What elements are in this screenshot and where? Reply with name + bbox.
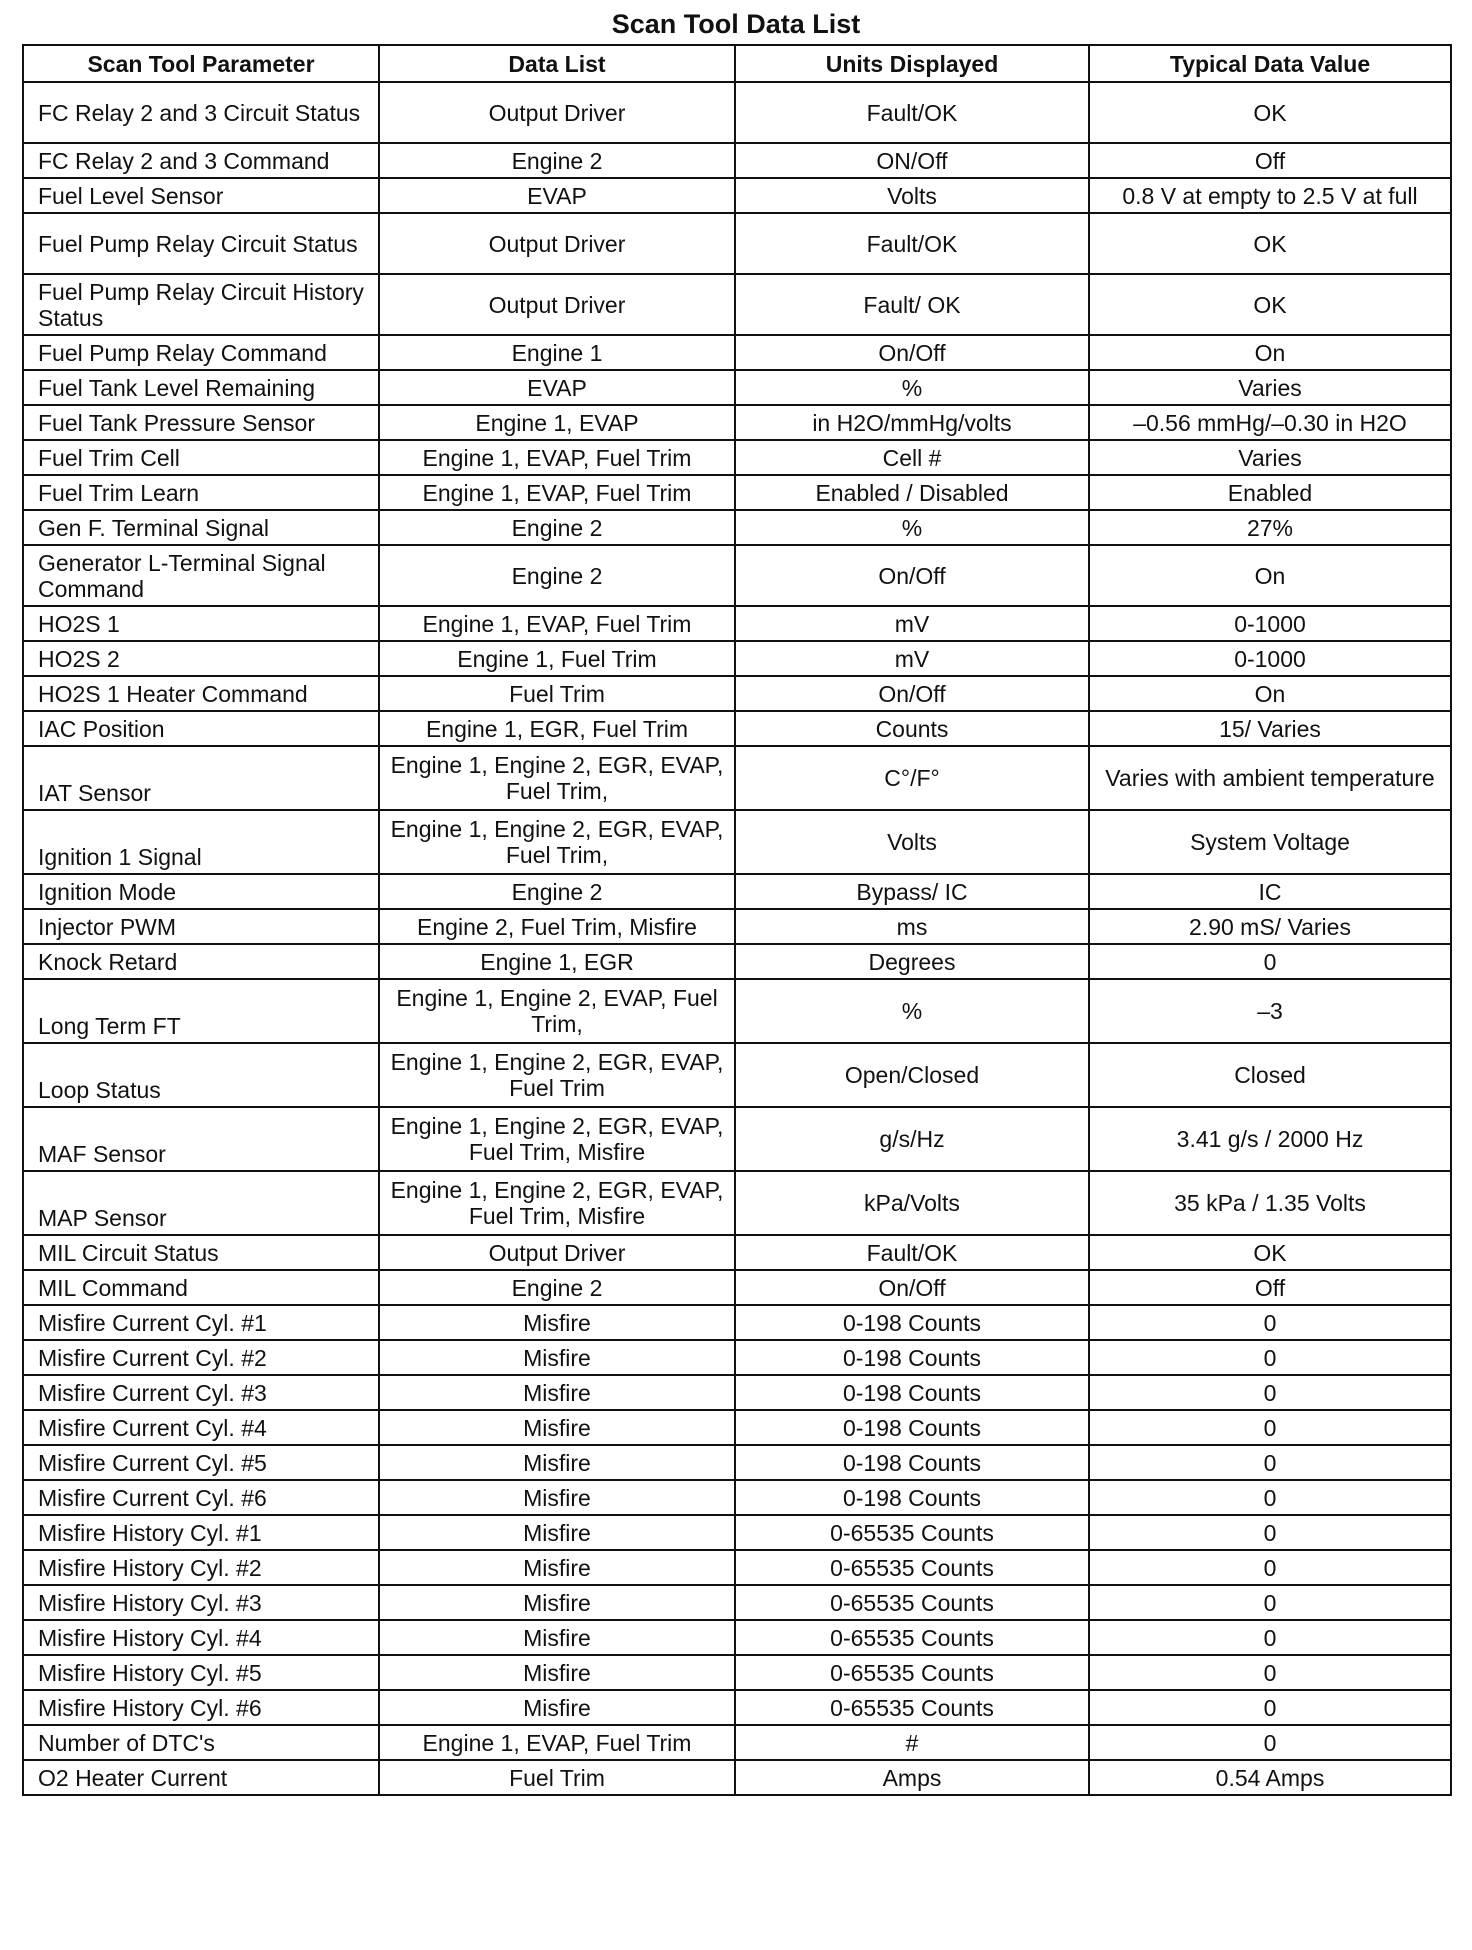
- parameter-cell: Number of DTC's: [23, 1725, 379, 1760]
- table-row: [23, 370, 1451, 405]
- typical-value-cell: 0.8 V at empty to 2.5 V at full: [1089, 178, 1451, 213]
- table-row: [23, 944, 1451, 979]
- data-list-cell: Output Driver: [379, 274, 735, 335]
- data-list-cell: Engine 2: [379, 874, 735, 909]
- parameter-cell: MIL Circuit Status: [23, 1235, 379, 1270]
- table-row: [23, 1043, 1451, 1107]
- parameter-cell: Misfire Current Cyl. #2: [23, 1340, 379, 1375]
- parameter-cell: Fuel Level Sensor: [23, 178, 379, 213]
- typical-value-cell: Off: [1089, 1270, 1451, 1305]
- units-cell: Cell #: [735, 440, 1089, 475]
- data-list-cell: Engine 2, Fuel Trim, Misfire: [379, 909, 735, 944]
- data-list-cell: Misfire: [379, 1340, 735, 1375]
- table-row: [23, 1410, 1451, 1445]
- typical-value-cell: 0: [1089, 1375, 1451, 1410]
- units-cell: On/Off: [735, 335, 1089, 370]
- typical-value-cell: 0.54 Amps: [1089, 1760, 1451, 1795]
- table-row: [23, 143, 1451, 178]
- typical-value-cell: Closed: [1089, 1043, 1451, 1107]
- units-cell: mV: [735, 606, 1089, 641]
- units-cell: ON/Off: [735, 143, 1089, 178]
- units-cell: 0-65535 Counts: [735, 1620, 1089, 1655]
- scan-tool-data-table: [22, 44, 1452, 1796]
- parameter-cell: HO2S 2: [23, 641, 379, 676]
- table-row: [23, 711, 1451, 746]
- data-list-cell: Misfire: [379, 1445, 735, 1480]
- typical-value-cell: 0: [1089, 1340, 1451, 1375]
- units-cell: Fault/OK: [735, 82, 1089, 143]
- data-list-cell: Engine 1: [379, 335, 735, 370]
- typical-value-cell: Varies with ambient temperature: [1089, 746, 1451, 810]
- parameter-cell: Misfire History Cyl. #6: [23, 1690, 379, 1725]
- parameter-cell: FC Relay 2 and 3 Circuit Status: [23, 82, 379, 143]
- table-row: [23, 1725, 1451, 1760]
- typical-value-cell: 0: [1089, 1585, 1451, 1620]
- units-cell: 0-198 Counts: [735, 1445, 1089, 1480]
- typical-value-cell: On: [1089, 545, 1451, 606]
- typical-value-cell: OK: [1089, 274, 1451, 335]
- table-row: [23, 545, 1451, 606]
- table-row: [23, 1171, 1451, 1235]
- typical-value-cell: 15/ Varies: [1089, 711, 1451, 746]
- typical-value-cell: 0: [1089, 944, 1451, 979]
- typical-value-cell: 0: [1089, 1690, 1451, 1725]
- typical-value-cell: OK: [1089, 82, 1451, 143]
- page-title: Scan Tool Data List: [611, 9, 861, 39]
- parameter-cell: Misfire History Cyl. #1: [23, 1515, 379, 1550]
- table-row: [23, 909, 1451, 944]
- table-row: [23, 405, 1451, 440]
- parameter-cell: Fuel Tank Pressure Sensor: [23, 405, 379, 440]
- table-row: [23, 475, 1451, 510]
- typical-value-cell: –0.56 mmHg/–0.30 in H2O: [1089, 405, 1451, 440]
- table-row: [23, 82, 1451, 143]
- table-row: [23, 746, 1451, 810]
- parameter-cell: HO2S 1 Heater Command: [23, 676, 379, 711]
- units-cell: g/s/Hz: [735, 1107, 1089, 1171]
- parameter-cell: Ignition 1 Signal: [23, 810, 379, 874]
- units-cell: %: [735, 370, 1089, 405]
- parameter-cell: Fuel Pump Relay Circuit History Status: [23, 274, 379, 335]
- typical-value-cell: 0: [1089, 1550, 1451, 1585]
- data-list-cell: Misfire: [379, 1515, 735, 1550]
- parameter-cell: Long Term FT: [23, 979, 379, 1043]
- data-list-cell: Engine 1, EVAP, Fuel Trim: [379, 1725, 735, 1760]
- data-list-cell: Misfire: [379, 1305, 735, 1340]
- table-row: [23, 1760, 1451, 1795]
- parameter-cell: Ignition Mode: [23, 874, 379, 909]
- parameter-cell: Misfire Current Cyl. #5: [23, 1445, 379, 1480]
- units-cell: mV: [735, 641, 1089, 676]
- data-list-cell: Engine 1, Engine 2, EGR, EVAP, Fuel Trim,: [379, 746, 735, 810]
- table-body: [23, 82, 1451, 1795]
- parameter-cell: HO2S 1: [23, 606, 379, 641]
- units-cell: C°/F°: [735, 746, 1089, 810]
- parameter-cell: Misfire History Cyl. #3: [23, 1585, 379, 1620]
- typical-value-cell: –3: [1089, 979, 1451, 1043]
- parameter-cell: IAC Position: [23, 711, 379, 746]
- units-cell: %: [735, 510, 1089, 545]
- typical-value-cell: 0: [1089, 1410, 1451, 1445]
- typical-value-cell: 27%: [1089, 510, 1451, 545]
- units-cell: 0-65535 Counts: [735, 1515, 1089, 1550]
- typical-value-cell: 0: [1089, 1480, 1451, 1515]
- typical-value-cell: On: [1089, 676, 1451, 711]
- typical-value-cell: Varies: [1089, 370, 1451, 405]
- typical-value-cell: Varies: [1089, 440, 1451, 475]
- parameter-cell: O2 Heater Current: [23, 1760, 379, 1795]
- table-row: [23, 440, 1451, 475]
- data-list-cell: Misfire: [379, 1375, 735, 1410]
- units-cell: 0-65535 Counts: [735, 1690, 1089, 1725]
- table-row: [23, 874, 1451, 909]
- parameter-cell: Knock Retard: [23, 944, 379, 979]
- table-row: [23, 606, 1451, 641]
- data-list-cell: Misfire: [379, 1620, 735, 1655]
- data-list-cell: Misfire: [379, 1690, 735, 1725]
- units-cell: Volts: [735, 178, 1089, 213]
- table-row: [23, 1620, 1451, 1655]
- column-header-units: Units Displayed: [735, 45, 1089, 82]
- units-cell: Enabled / Disabled: [735, 475, 1089, 510]
- typical-value-cell: 0-1000: [1089, 641, 1451, 676]
- data-list-cell: Misfire: [379, 1480, 735, 1515]
- data-list-cell: Engine 1, Engine 2, EGR, EVAP, Fuel Trim, Misfire: [379, 1171, 735, 1235]
- table-row: [23, 1375, 1451, 1410]
- data-list-cell: Output Driver: [379, 1235, 735, 1270]
- table-header-row: [23, 45, 1451, 82]
- parameter-cell: Fuel Pump Relay Circuit Status: [23, 213, 379, 274]
- units-cell: Counts: [735, 711, 1089, 746]
- column-header-parameter: Scan Tool Parameter: [23, 45, 379, 82]
- units-cell: On/Off: [735, 545, 1089, 606]
- typical-value-cell: 2.90 mS/ Varies: [1089, 909, 1451, 944]
- parameter-cell: Gen F. Terminal Signal: [23, 510, 379, 545]
- typical-value-cell: 0-1000: [1089, 606, 1451, 641]
- table-row: [23, 1655, 1451, 1690]
- units-cell: 0-198 Counts: [735, 1375, 1089, 1410]
- data-list-cell: Engine 1, EVAP, Fuel Trim: [379, 475, 735, 510]
- table-row: [23, 178, 1451, 213]
- parameter-cell: MAP Sensor: [23, 1171, 379, 1235]
- data-list-cell: Engine 1, EVAP, Fuel Trim: [379, 440, 735, 475]
- parameter-cell: Misfire History Cyl. #2: [23, 1550, 379, 1585]
- typical-value-cell: 0: [1089, 1725, 1451, 1760]
- typical-value-cell: 0: [1089, 1620, 1451, 1655]
- data-list-cell: Engine 1, EGR, Fuel Trim: [379, 711, 735, 746]
- units-cell: Fault/OK: [735, 213, 1089, 274]
- parameter-cell: MAF Sensor: [23, 1107, 379, 1171]
- units-cell: Bypass/ IC: [735, 874, 1089, 909]
- units-cell: 0-198 Counts: [735, 1305, 1089, 1340]
- parameter-cell: Fuel Tank Level Remaining: [23, 370, 379, 405]
- data-list-cell: Engine 1, EVAP: [379, 405, 735, 440]
- table-row: [23, 641, 1451, 676]
- typical-value-cell: 0: [1089, 1445, 1451, 1480]
- parameter-cell: Fuel Trim Cell: [23, 440, 379, 475]
- data-list-cell: Fuel Trim: [379, 1760, 735, 1795]
- parameter-cell: Loop Status: [23, 1043, 379, 1107]
- parameter-cell: MIL Command: [23, 1270, 379, 1305]
- units-cell: On/Off: [735, 676, 1089, 711]
- data-list-cell: Misfire: [379, 1585, 735, 1620]
- parameter-cell: Misfire Current Cyl. #4: [23, 1410, 379, 1445]
- units-cell: Volts: [735, 810, 1089, 874]
- typical-value-cell: 0: [1089, 1305, 1451, 1340]
- units-cell: 0-65535 Counts: [735, 1550, 1089, 1585]
- table-row: [23, 274, 1451, 335]
- table-row: [23, 1515, 1451, 1550]
- data-list-cell: Fuel Trim: [379, 676, 735, 711]
- data-list-cell: EVAP: [379, 178, 735, 213]
- table-row: [23, 1480, 1451, 1515]
- data-list-cell: Output Driver: [379, 82, 735, 143]
- units-cell: On/Off: [735, 1270, 1089, 1305]
- table-row: [23, 979, 1451, 1043]
- data-list-cell: Misfire: [379, 1655, 735, 1690]
- data-list-cell: Output Driver: [379, 213, 735, 274]
- table-row: [23, 1340, 1451, 1375]
- parameter-cell: Misfire Current Cyl. #6: [23, 1480, 379, 1515]
- column-header-typical-value: Typical Data Value: [1089, 45, 1451, 82]
- data-list-cell: Engine 1, Engine 2, EGR, EVAP, Fuel Trim,: [379, 810, 735, 874]
- data-list-cell: Engine 1, Engine 2, EVAP, Fuel Trim,: [379, 979, 735, 1043]
- units-cell: Open/Closed: [735, 1043, 1089, 1107]
- table-row: [23, 810, 1451, 874]
- data-list-cell: EVAP: [379, 370, 735, 405]
- typical-value-cell: OK: [1089, 213, 1451, 274]
- parameter-cell: Misfire History Cyl. #4: [23, 1620, 379, 1655]
- parameter-cell: FC Relay 2 and 3 Command: [23, 143, 379, 178]
- units-cell: #: [735, 1725, 1089, 1760]
- units-cell: Amps: [735, 1760, 1089, 1795]
- parameter-cell: Fuel Pump Relay Command: [23, 335, 379, 370]
- units-cell: 0-198 Counts: [735, 1480, 1089, 1515]
- table-row: [23, 335, 1451, 370]
- data-list-cell: Engine 1, EVAP, Fuel Trim: [379, 606, 735, 641]
- units-cell: ms: [735, 909, 1089, 944]
- parameter-cell: Injector PWM: [23, 909, 379, 944]
- units-cell: 0-198 Counts: [735, 1410, 1089, 1445]
- parameter-cell: Misfire Current Cyl. #1: [23, 1305, 379, 1340]
- data-list-cell: Misfire: [379, 1550, 735, 1585]
- column-header-data-list: Data List: [379, 45, 735, 82]
- units-cell: Degrees: [735, 944, 1089, 979]
- data-list-cell: Engine 2: [379, 510, 735, 545]
- units-cell: 0-65535 Counts: [735, 1585, 1089, 1620]
- data-list-cell: Engine 1, EGR: [379, 944, 735, 979]
- table-row: [23, 1690, 1451, 1725]
- typical-value-cell: 0: [1089, 1655, 1451, 1690]
- data-list-cell: Engine 2: [379, 545, 735, 606]
- typical-value-cell: 35 kPa / 1.35 Volts: [1089, 1171, 1451, 1235]
- data-list-cell: Engine 1, Fuel Trim: [379, 641, 735, 676]
- table-row: [23, 1585, 1451, 1620]
- units-cell: Fault/ OK: [735, 274, 1089, 335]
- units-cell: 0-198 Counts: [735, 1340, 1089, 1375]
- parameter-cell: IAT Sensor: [23, 746, 379, 810]
- table-row: [23, 1235, 1451, 1270]
- typical-value-cell: 0: [1089, 1515, 1451, 1550]
- data-list-cell: Engine 2: [379, 143, 735, 178]
- table-row: [23, 1445, 1451, 1480]
- table-row: [23, 1305, 1451, 1340]
- units-cell: Fault/OK: [735, 1235, 1089, 1270]
- table-row: [23, 676, 1451, 711]
- table-row: [23, 213, 1451, 274]
- table-row: [23, 1107, 1451, 1171]
- typical-value-cell: Enabled: [1089, 475, 1451, 510]
- units-cell: 0-65535 Counts: [735, 1655, 1089, 1690]
- data-list-cell: Engine 1, Engine 2, EGR, EVAP, Fuel Trim: [379, 1043, 735, 1107]
- typical-value-cell: System Voltage: [1089, 810, 1451, 874]
- typical-value-cell: IC: [1089, 874, 1451, 909]
- parameter-cell: Misfire Current Cyl. #3: [23, 1375, 379, 1410]
- typical-value-cell: OK: [1089, 1235, 1451, 1270]
- parameter-cell: Misfire History Cyl. #5: [23, 1655, 379, 1690]
- units-cell: kPa/Volts: [735, 1171, 1089, 1235]
- typical-value-cell: On: [1089, 335, 1451, 370]
- units-cell: %: [735, 979, 1089, 1043]
- units-cell: in H2O/mmHg/volts: [735, 405, 1089, 440]
- table-row: [23, 1270, 1451, 1305]
- data-list-cell: Engine 1, Engine 2, EGR, EVAP, Fuel Trim, Misfire: [379, 1107, 735, 1171]
- parameter-cell: Generator L-Terminal Signal Command: [23, 545, 379, 606]
- parameter-cell: Fuel Trim Learn: [23, 475, 379, 510]
- data-list-cell: Misfire: [379, 1410, 735, 1445]
- typical-value-cell: 3.41 g/s / 2000 Hz: [1089, 1107, 1451, 1171]
- table-row: [23, 510, 1451, 545]
- table-row: [23, 1550, 1451, 1585]
- typical-value-cell: Off: [1089, 143, 1451, 178]
- data-list-cell: Engine 2: [379, 1270, 735, 1305]
